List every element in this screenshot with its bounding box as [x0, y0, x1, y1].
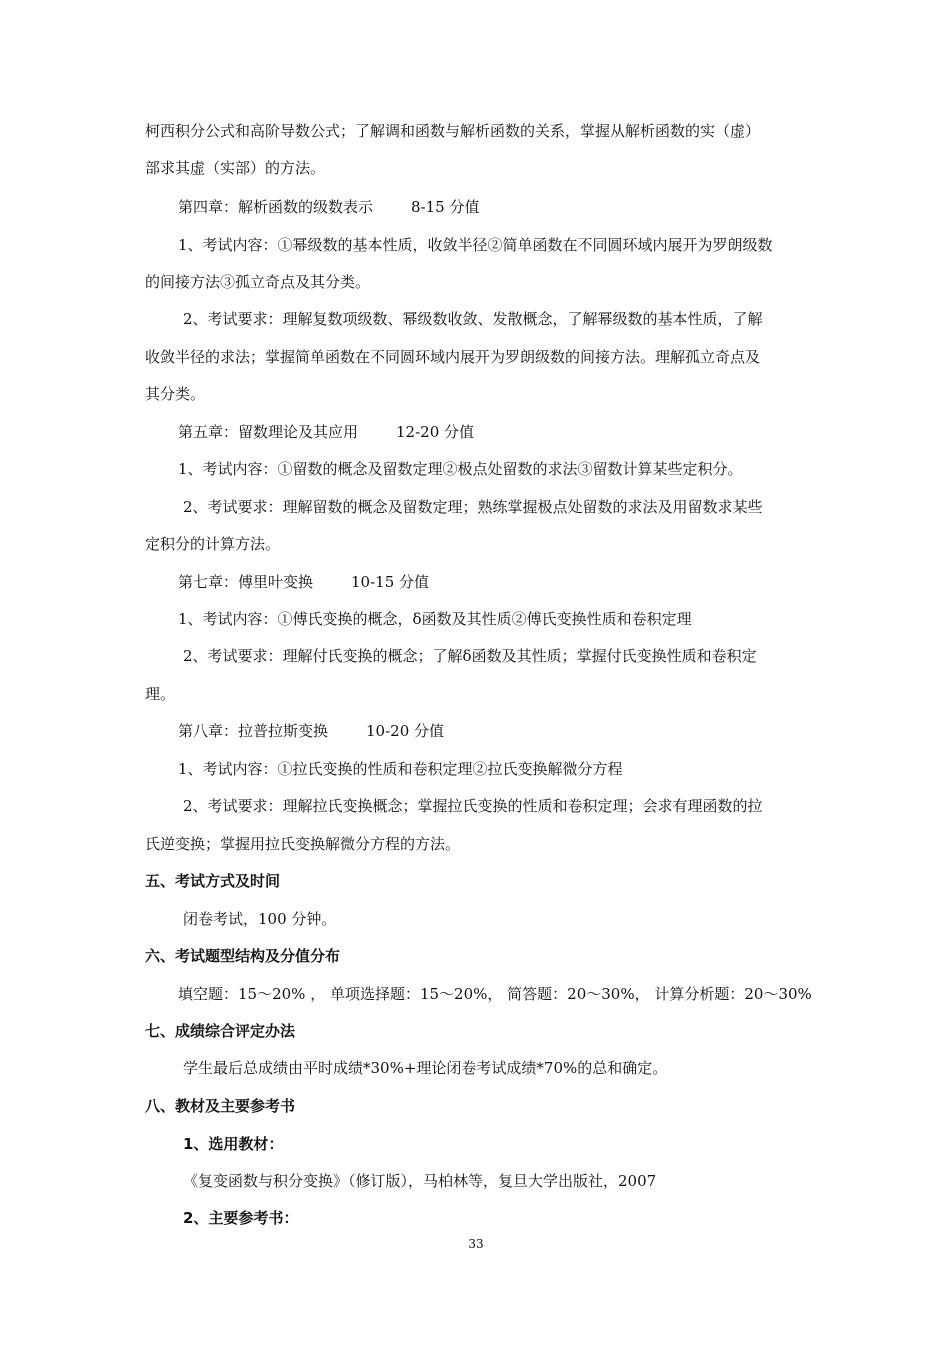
chapter-title: 第八章：拉普拉斯变换: [178, 722, 329, 740]
text-line: 1、考试内容：①幂级数的基本性质，收敛半径②简单函数在不同圆环域内展开为罗朗级数: [178, 236, 773, 254]
text-line: 2、考试要求：理解付氏变换的概念；了解δ函数及其性质；掌握付氏变换性质和卷积定: [183, 647, 757, 665]
chapter-heading: [178, 422, 868, 442]
chapter-heading: [178, 572, 868, 592]
text-line: 收敛半径的求法；掌握简单函数在不同圆环域内展开为罗朗级数的间接方法。理解孤立奇点及: [145, 348, 761, 366]
text-line: 闭卷考试，100 分钟。: [183, 910, 337, 928]
chapter-score: 12-20 分值: [396, 423, 475, 441]
section-heading: 五、考试方式及时间: [145, 872, 281, 890]
subsection-heading: 2、主要参考书：: [183, 1209, 299, 1227]
text-line: 其分类。: [145, 385, 206, 403]
subsection-heading: 1、选用教材：: [183, 1135, 284, 1153]
chapter-score: 10-20 分值: [366, 722, 445, 740]
text-line: 填空题：15～20% ， 单项选择题：15～20%， 简答题：20～30%， 计算分析题：20～30%: [178, 985, 812, 1003]
text-line: 2、考试要求：理解复数项级数、幂级数收敛、发散概念，了解幂级数的基本性质，了解: [183, 310, 763, 328]
text-line: 部求其虚（实部）的方法。: [145, 159, 326, 177]
chapter-title: 第五章：留数理论及其应用: [178, 423, 359, 441]
chapter-score: 8-15 分值: [411, 198, 480, 216]
section-heading: 七、成绩综合评定办法: [145, 1022, 296, 1040]
text-line: 2、考试要求：理解留数的概念及留数定理；熟练掌握极点处留数的求法及用留数求某些: [183, 498, 763, 516]
chapter-heading: [178, 197, 868, 217]
chapter-title: 第四章：解析函数的级数表示: [178, 198, 374, 216]
text-line: 学生最后总成绩由平时成绩*30%+理论闭卷考试成绩*70%的总和确定。: [183, 1059, 668, 1077]
text-line: 定积分的计算方法。: [145, 535, 281, 553]
text-line: 理。: [145, 685, 176, 703]
section-heading: 八、教材及主要参考书: [145, 1097, 296, 1115]
text-line: 1、考试内容：①拉氏变换的性质和卷积定理②拉氏变换解微分方程: [178, 760, 623, 778]
text-line: 氏逆变换；掌握用拉氏变换解微分方程的方法。: [145, 835, 461, 853]
section-heading: 六、考试题型结构及分值分布: [145, 947, 341, 965]
page-number: 33: [468, 1237, 484, 1251]
text-line: 《复变函数与积分变换》（修订版），马柏林等，复旦大学出版社，2007: [183, 1172, 657, 1190]
text-line: 柯西积分公式和高阶导数公式；了解调和函数与解析函数的关系，掌握从解析函数的实（虚）: [145, 122, 761, 140]
text-line: 1、考试内容：①留数的概念及留数定理②极点处留数的求法③留数计算某些定积分。: [178, 460, 743, 478]
text-line: 1、考试内容：①傅氏变换的概念，δ函数及其性质②傅氏变换性质和卷积定理: [178, 610, 692, 628]
chapter-score: 10-15 分值: [351, 573, 430, 591]
text-line: 2、考试要求：理解拉氏变换概念；掌握拉氏变换的性质和卷积定理；会求有理函数的拉: [183, 797, 763, 815]
chapter-title: 第七章：傅里叶变换: [178, 573, 314, 591]
chapter-heading: [178, 721, 868, 741]
text-line: 的间接方法③孤立奇点及其分类。: [145, 273, 371, 291]
